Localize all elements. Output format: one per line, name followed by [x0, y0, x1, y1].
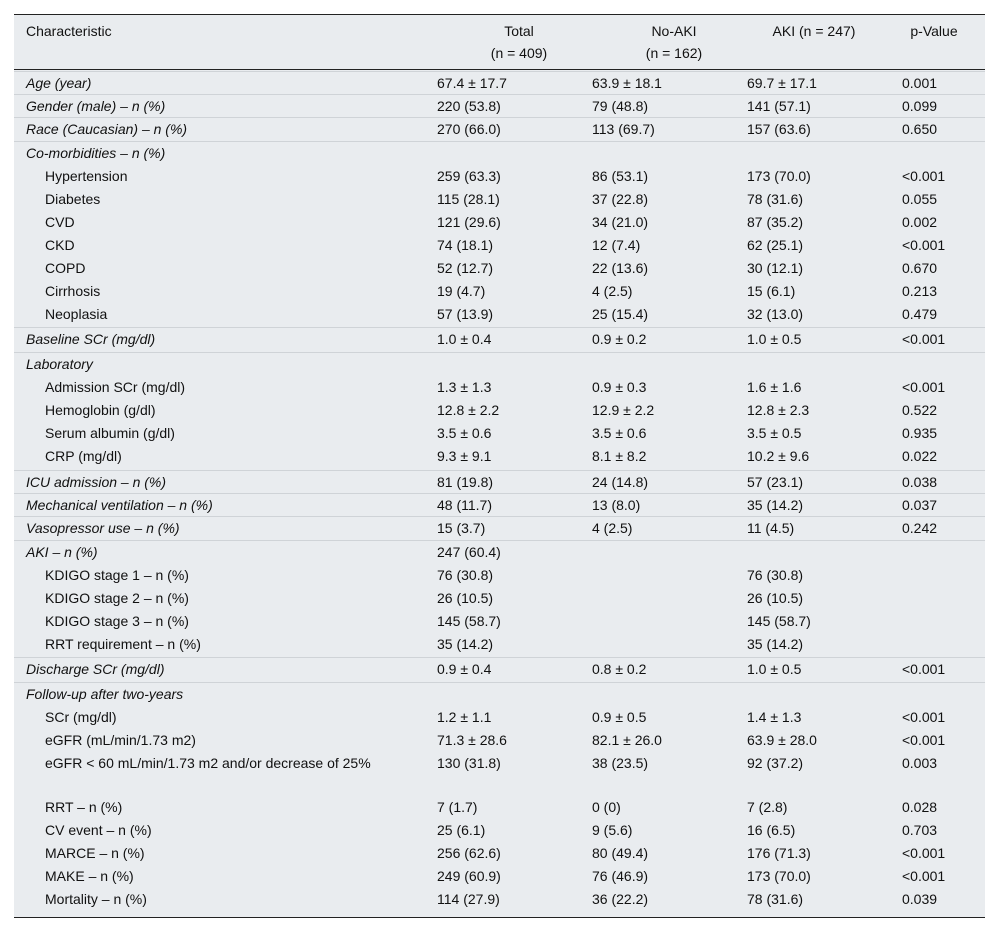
row-label: Discharge SCr (mg/dl)	[26, 661, 165, 677]
cell-noaki: 36 (22.2)	[592, 891, 649, 907]
row-label: RRT requirement – n (%)	[45, 636, 201, 652]
table-row	[14, 257, 985, 280]
cell-noaki: 82.1 ± 26.0	[592, 732, 662, 748]
table-row	[14, 165, 985, 188]
cell-aki: 26 (10.5)	[747, 590, 804, 606]
row-label: Mechanical ventilation – n (%)	[26, 497, 213, 513]
cell-total: 15 (3.7)	[437, 520, 486, 536]
cell-total: 19 (4.7)	[437, 283, 486, 299]
cell-aki: 1.6 ± 1.6	[747, 379, 802, 395]
cell-p: 0.479	[902, 306, 938, 322]
table-row	[14, 422, 985, 445]
cell-aki: 32 (13.0)	[747, 306, 804, 322]
cell-aki: 35 (14.2)	[747, 497, 804, 513]
table-header	[14, 15, 985, 70]
table-row	[14, 211, 985, 234]
table-row	[14, 819, 985, 842]
cell-total: 48 (11.7)	[437, 497, 492, 513]
cell-total: 1.2 ± 1.1	[437, 709, 492, 725]
table-row	[14, 516, 985, 540]
cell-aki: 173 (70.0)	[747, 868, 811, 884]
characteristics-table	[14, 14, 985, 918]
cell-p: 0.213	[902, 283, 938, 299]
row-label: Vasopressor use – n (%)	[26, 520, 180, 536]
header-total-n: (n = 409)	[490, 45, 548, 61]
cell-noaki: 38 (23.5)	[592, 755, 649, 771]
cell-noaki: 63.9 ± 18.1	[592, 75, 662, 91]
cell-noaki: 79 (48.8)	[592, 98, 649, 114]
cell-noaki: 34 (21.0)	[592, 214, 649, 230]
cell-aki: 145 (58.7)	[747, 613, 811, 629]
cell-noaki: 8.1 ± 8.2	[592, 448, 647, 464]
cell-noaki: 37 (22.8)	[592, 191, 649, 207]
table-row	[14, 888, 985, 911]
cell-p: 0.039	[902, 891, 938, 907]
cell-aki: 173 (70.0)	[747, 168, 811, 184]
table-row	[14, 352, 985, 376]
cell-total: 1.0 ± 0.4	[437, 331, 492, 347]
cell-noaki: 4 (2.5)	[592, 520, 633, 536]
cell-total: 52 (12.7)	[437, 260, 494, 276]
row-label: Age (year)	[26, 75, 92, 91]
header-aki: AKI (n = 247)	[772, 23, 856, 39]
table-row	[14, 706, 985, 729]
table-row	[14, 376, 985, 399]
cell-total: 25 (6.1)	[437, 822, 486, 838]
row-label: ICU admission – n (%)	[26, 474, 167, 490]
cell-total: 35 (14.2)	[437, 636, 494, 652]
cell-total: 270 (66.0)	[437, 121, 501, 137]
row-label: KDIGO stage 3 – n (%)	[45, 613, 189, 629]
row-label: Follow-up after two-years	[26, 686, 184, 702]
row-label: Baseline SCr (mg/dl)	[26, 331, 156, 347]
cell-p: <0.001	[902, 845, 946, 861]
cell-noaki: 24 (14.8)	[592, 474, 649, 490]
table-row	[14, 842, 985, 865]
row-label: Neoplasia	[45, 306, 108, 322]
row-label: eGFR (mL/min/1.73 m2)	[45, 732, 196, 748]
table-row	[14, 71, 985, 95]
cell-total: 12.8 ± 2.2	[437, 402, 500, 418]
cell-total: 145 (58.7)	[437, 613, 501, 629]
cell-aki: 10.2 ± 9.6	[747, 448, 810, 464]
cell-total: 76 (30.8)	[437, 567, 494, 583]
cell-aki: 3.5 ± 0.5	[747, 425, 802, 441]
cell-noaki: 0.9 ± 0.3	[592, 379, 647, 395]
cell-total: 71.3 ± 28.6	[437, 732, 507, 748]
cell-aki: 78 (31.6)	[747, 891, 804, 907]
cell-total: 57 (13.9)	[437, 306, 494, 322]
table-row	[14, 587, 985, 610]
table-row	[14, 752, 985, 794]
cell-p: <0.001	[902, 379, 946, 395]
row-label: Gender (male) – n (%)	[26, 98, 166, 114]
row-label: Serum albumin (g/dl)	[45, 425, 175, 441]
cell-aki: 69.7 ± 17.1	[747, 75, 817, 91]
cell-total: 220 (53.8)	[437, 98, 501, 114]
row-label: Mortality – n (%)	[45, 891, 147, 907]
cell-total: 256 (62.6)	[437, 845, 501, 861]
row-label: Hypertension	[45, 168, 128, 184]
cell-noaki: 0 (0)	[592, 799, 621, 815]
cell-total: 9.3 ± 9.1	[437, 448, 492, 464]
cell-total: 3.5 ± 0.6	[437, 425, 492, 441]
cell-p: 0.003	[902, 755, 938, 771]
cell-total: 7 (1.7)	[437, 799, 478, 815]
table-row	[14, 280, 985, 303]
cell-p: <0.001	[902, 168, 946, 184]
table-row	[14, 399, 985, 422]
row-label: AKI – n (%)	[26, 544, 98, 560]
row-label: KDIGO stage 2 – n (%)	[45, 590, 189, 606]
cell-aki: 157 (63.6)	[747, 121, 811, 137]
cell-total: 74 (18.1)	[437, 237, 494, 253]
cell-p: 0.055	[902, 191, 938, 207]
table-row	[14, 564, 985, 587]
cell-noaki: 9 (5.6)	[592, 822, 633, 838]
cell-p: <0.001	[902, 732, 946, 748]
cell-total: 249 (60.9)	[437, 868, 501, 884]
row-label: CKD	[45, 237, 75, 253]
cell-aki: 76 (30.8)	[747, 567, 804, 583]
cell-noaki: 22 (13.6)	[592, 260, 649, 276]
row-label: CVD	[45, 214, 75, 230]
cell-total: 130 (31.8)	[437, 755, 501, 771]
row-label: Co-morbidities – n (%)	[26, 145, 166, 161]
cell-p: 0.935	[902, 425, 938, 441]
row-label: Diabetes	[45, 191, 101, 207]
table-row	[14, 327, 985, 351]
row-label: Laboratory	[26, 356, 93, 372]
row-label: Admission SCr (mg/dl)	[45, 379, 186, 395]
row-label: SCr (mg/dl)	[45, 709, 117, 725]
cell-noaki: 86 (53.1)	[592, 168, 649, 184]
table-row	[14, 540, 985, 564]
cell-noaki: 0.9 ± 0.2	[592, 331, 647, 347]
cell-noaki: 0.9 ± 0.5	[592, 709, 647, 725]
header-total: Total	[504, 23, 534, 39]
cell-total: 26 (10.5)	[437, 590, 494, 606]
cell-noaki: 0.8 ± 0.2	[592, 661, 647, 677]
cell-total: 114 (27.9)	[437, 891, 500, 907]
cell-aki: 1.4 ± 1.3	[747, 709, 802, 725]
row-label: RRT – n (%)	[45, 799, 123, 815]
cell-aki: 63.9 ± 28.0	[747, 732, 817, 748]
cell-p: <0.001	[902, 868, 946, 884]
table-row	[14, 470, 985, 494]
cell-noaki: 4 (2.5)	[592, 283, 633, 299]
cell-noaki: 13 (8.0)	[592, 497, 641, 513]
cell-total: 81 (19.8)	[437, 474, 494, 490]
table-row	[14, 303, 985, 326]
cell-p: 0.001	[902, 75, 938, 91]
table-row	[14, 682, 985, 706]
table-row	[14, 865, 985, 888]
cell-p: <0.001	[902, 331, 946, 347]
cell-p: <0.001	[902, 709, 946, 725]
cell-aki: 57 (23.1)	[747, 474, 804, 490]
cell-aki: 11 (4.5)	[747, 520, 795, 536]
row-label: COPD	[45, 260, 86, 276]
cell-aki: 141 (57.1)	[747, 98, 811, 114]
cell-noaki: 113 (69.7)	[592, 121, 655, 137]
header-characteristic: Characteristic	[26, 23, 112, 39]
cell-aki: 1.0 ± 0.5	[747, 331, 802, 347]
cell-aki: 15 (6.1)	[747, 283, 796, 299]
table-row	[14, 729, 985, 752]
row-label: Hemoglobin (g/dl)	[45, 402, 156, 418]
table-row	[14, 445, 985, 468]
table-row	[14, 188, 985, 211]
cell-aki: 30 (12.1)	[747, 260, 804, 276]
cell-aki: 16 (6.5)	[747, 822, 796, 838]
cell-p: 0.670	[902, 260, 938, 276]
header-pvalue: p-Value	[910, 23, 958, 39]
cell-p: 0.028	[902, 799, 938, 815]
cell-aki: 35 (14.2)	[747, 636, 804, 652]
row-label: eGFR < 60 mL/min/1.73 m2 and/or decrease of 25%	[45, 755, 371, 771]
table-row	[14, 94, 985, 118]
cell-noaki: 3.5 ± 0.6	[592, 425, 647, 441]
row-label: MAKE – n (%)	[45, 868, 134, 884]
cell-noaki: 80 (49.4)	[592, 845, 649, 861]
header-noaki: No-AKI	[651, 23, 697, 39]
cell-p: 0.038	[902, 474, 938, 490]
row-label: KDIGO stage 1 – n (%)	[45, 567, 189, 583]
row-label: CV event – n (%)	[45, 822, 152, 838]
cell-aki: 12.8 ± 2.3	[747, 402, 810, 418]
cell-aki: 1.0 ± 0.5	[747, 661, 802, 677]
cell-p: 0.650	[902, 121, 938, 137]
table-row	[14, 117, 985, 141]
table-row	[14, 234, 985, 257]
cell-aki: 62 (25.1)	[747, 237, 804, 253]
table-row	[14, 796, 985, 819]
cell-noaki: 12.9 ± 2.2	[592, 402, 655, 418]
cell-aki: 87 (35.2)	[747, 214, 804, 230]
cell-total: 67.4 ± 17.7	[437, 75, 507, 91]
cell-p: <0.001	[902, 661, 946, 677]
cell-total: 0.9 ± 0.4	[437, 661, 492, 677]
row-label: Cirrhosis	[45, 283, 101, 299]
table-row	[14, 657, 985, 681]
cell-total: 1.3 ± 1.3	[437, 379, 492, 395]
cell-aki: 78 (31.6)	[747, 191, 804, 207]
cell-noaki: 76 (46.9)	[592, 868, 649, 884]
cell-noaki: 12 (7.4)	[592, 237, 641, 253]
table-row	[14, 493, 985, 517]
row-label: MARCE – n (%)	[45, 845, 145, 861]
cell-total: 247 (60.4)	[437, 544, 501, 560]
cell-p: 0.703	[902, 822, 938, 838]
cell-total: 259 (63.3)	[437, 168, 501, 184]
cell-p: 0.022	[902, 448, 938, 464]
cell-aki: 7 (2.8)	[747, 799, 788, 815]
cell-noaki: 25 (15.4)	[592, 306, 649, 322]
cell-aki: 176 (71.3)	[747, 845, 811, 861]
cell-aki: 92 (37.2)	[747, 755, 804, 771]
cell-p: 0.522	[902, 402, 938, 418]
table-row	[14, 633, 985, 656]
cell-p: 0.037	[902, 497, 938, 513]
cell-p: 0.242	[902, 520, 938, 536]
cell-p: 0.099	[902, 98, 938, 114]
table-row	[14, 610, 985, 633]
header-noaki-n: (n = 162)	[645, 45, 703, 61]
row-label: CRP (mg/dl)	[45, 448, 122, 464]
row-label: Race (Caucasian) – n (%)	[26, 121, 188, 137]
cell-total: 115 (28.1)	[437, 191, 500, 207]
cell-p: <0.001	[902, 237, 946, 253]
cell-p: 0.002	[902, 214, 938, 230]
cell-total: 121 (29.6)	[437, 214, 501, 230]
table-row	[14, 141, 985, 165]
